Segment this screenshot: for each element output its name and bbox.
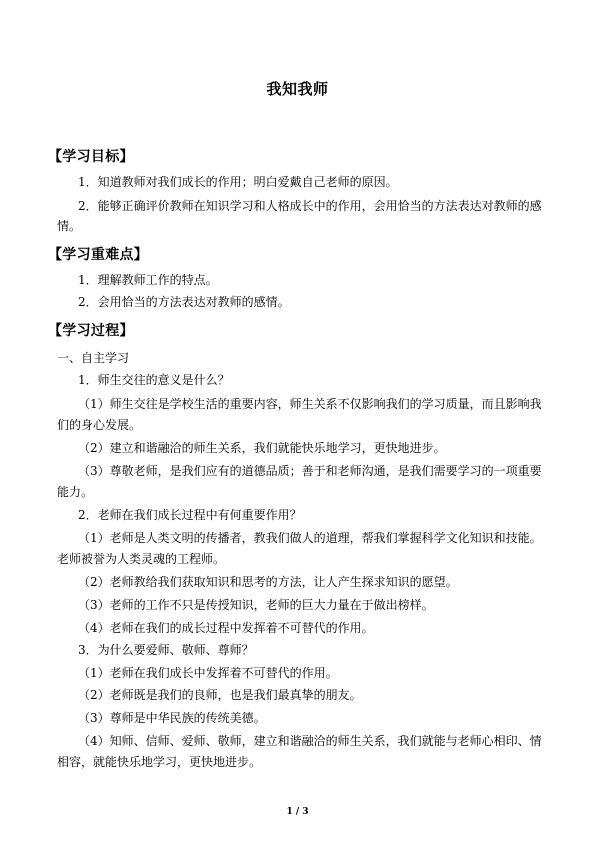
process-line-10: 老师被誉为人类灵魂的工程师。 — [57, 552, 226, 566]
process-line-8: 2．老师在我们成长过程中有何重要作用？ — [78, 508, 302, 522]
goals-line-2: 2．能够正确评价教师在知识学习和人格成长中的作用，会用恰当的方法表达对教师的感 — [78, 199, 542, 213]
process-line-13: （4）老师在我们的成长过程中发挥着不可替代的作用。 — [78, 621, 374, 635]
page-number: 1 / 3 — [286, 807, 309, 817]
process-line-6: （3）尊敬老师，是我们应有的道德品质；善于和老师沟通，是我们需要学习的一项重要 — [78, 464, 542, 478]
process-line-11: （2）老师教给我们获取知识和思考的方法，让人产生探求知识的愿望。 — [78, 575, 458, 589]
process-line-9: （1）老师是人类文明的传播者，教我们做人的道理，帮我们掌握科学文化知识和技能。 — [78, 531, 542, 545]
section-heading-goals: 【学习目标】 — [48, 149, 134, 165]
process-line-19: 相容，就能快乐地学习，更快地进步。 — [57, 755, 262, 769]
process-line-7: 能力。 — [57, 485, 94, 499]
process-line-12: （3）老师的工作不只是传授知识，老师的巨大力量在于做出榜样。 — [78, 598, 434, 612]
process-line-16: （2）老师既是我们的良师，也是我们最真挚的朋友。 — [78, 688, 362, 702]
process-line-18: （4）知师、信师、爱师、敬师，建立和谐融洽的师生关系，我们就能与老师心相印、情 — [78, 734, 542, 748]
keypoints-line-2: 2．会用恰当的方法表达对教师的感情。 — [78, 295, 290, 309]
process-line-5: （2）建立和谐融洽的师生关系，我们就能快乐地学习，更快地进步。 — [78, 441, 446, 455]
goals-line-1: 1．知道教师对我们成长的作用；明白爱戴自己老师的原因。 — [78, 175, 398, 189]
process-line-4: 们的身心发展。 — [57, 418, 142, 432]
process-line-1: 一、自主学习 — [57, 351, 130, 365]
keypoints-line-1: 1．理解教师工作的特点。 — [78, 273, 218, 287]
process-line-2: 1．师生交往的意义是什么？ — [78, 373, 230, 387]
process-line-3: （1）师生交往是学校生活的重要内容，师生关系不仅影响我们的学习质量，而且影响我 — [78, 397, 542, 411]
process-line-17: （3）尊师是中华民族的传统美德。 — [78, 711, 266, 725]
section-heading-keypoints: 【学习重难点】 — [48, 247, 149, 263]
process-line-14: 3．为什么要爱师、敬师、尊师？ — [78, 643, 254, 657]
section-heading-process: 【学习过程】 — [48, 323, 134, 339]
process-line-15: （1）老师在我们成长中发挥着不可替代的作用。 — [78, 666, 338, 680]
goals-line-3: 情。 — [57, 219, 82, 233]
page-title: 我知我师 — [266, 80, 329, 98]
